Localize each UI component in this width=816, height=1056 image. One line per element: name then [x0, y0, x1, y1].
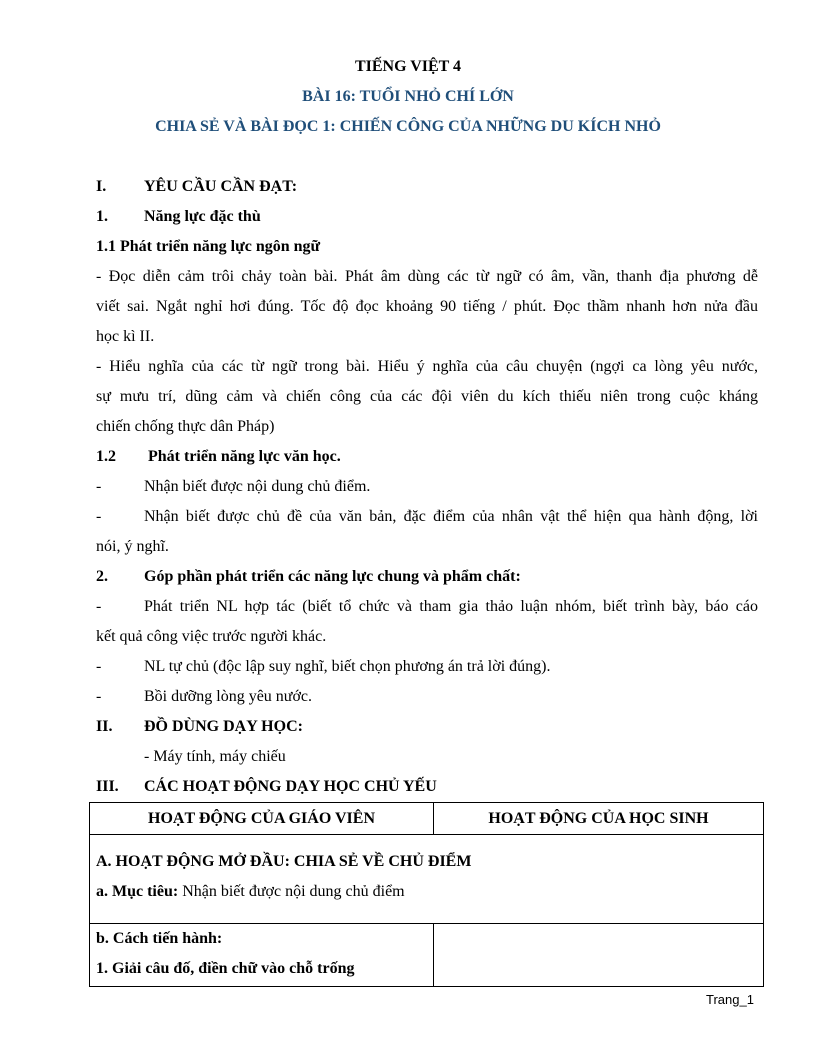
bullet-dash: - [96, 508, 102, 525]
bullet-dash: - [96, 478, 102, 495]
paragraph2-line: - Hiểu nghĩa của các từ ngữ trong bài. Hiểu ý nghĩa của câu chuyện (ngợi ca lòng yêu nước, [96, 358, 758, 375]
goal-label: a. Mục tiêu: [96, 883, 179, 900]
lesson-title: BÀI 16: TUỔI NHỎ CHÍ LỚN [302, 88, 514, 105]
bullet-dash: - [96, 598, 102, 615]
bullet-text: Nhận biết được chủ đề của văn bản, đặc điểm của nhân vật thể hiện qua hành động, lời [144, 508, 758, 525]
opening-activity-cell [90, 835, 764, 924]
sub1-title: Năng lực đặc thù [144, 208, 261, 225]
activity-a-heading: A. HOẠT ĐỘNG MỞ ĐẦU: CHIA SẺ VỀ CHỦ ĐIỂM [96, 853, 472, 870]
bullet-text: NL tự chủ (độc lập suy nghĩ, biết chọn phương án trả lời đúng). [144, 658, 551, 675]
header-teacher-activities: HOẠT ĐỘNG CỦA GIÁO VIÊN [90, 803, 434, 835]
section3-title: CÁC HOẠT ĐỘNG DẠY HỌC CHỦ YẾU [144, 778, 437, 795]
equipment-item: - Máy tính, máy chiếu [144, 748, 286, 765]
header-student-activities: HOẠT ĐỘNG CỦA HỌC SINH [434, 803, 764, 835]
sub11-title: 1.1 Phát triển năng lực ngôn ngữ [96, 238, 321, 255]
section3-number: III. [96, 778, 119, 795]
method-heading: b. Cách tiến hành: [96, 930, 223, 947]
paragraph1-line: viết sai. Ngắt nghỉ hơi đúng. Tốc độ đọc khoảng 90 tiếng / phút. Đọc thầm nhanh hơn nửa đầu [96, 298, 758, 315]
paragraph2-line: chiến chống thực dân Pháp) [96, 418, 275, 435]
teacher-method-cell [90, 924, 434, 987]
activities-table [89, 802, 764, 987]
paragraph2-line: sự mưu trí, dũng cảm và chiến công của các đội viên du kích thiếu niên trong cuộc kháng [96, 388, 758, 405]
goal-text: Nhận biết được nội dung chủ điểm [178, 883, 405, 900]
bullet-text: Phát triển NL hợp tác (biết tổ chức và tham gia thảo luận nhóm, biết trình bày, báo cáo [144, 598, 758, 615]
section1-title: YÊU CẦU CẦN ĐẠT: [144, 178, 298, 195]
paragraph1-line: học kì II. [96, 328, 155, 345]
paragraph1-line: - Đọc diễn cảm trôi chảy toàn bài. Phát âm dùng các từ ngữ có âm, vần, thanh địa phương dễ [96, 268, 758, 285]
sub12-title: Phát triển năng lực văn học. [148, 448, 341, 465]
bullet-text: Bồi dưỡng lòng yêu nước. [144, 688, 313, 705]
bullet-dash: - [96, 688, 102, 705]
sub2-number: 2. [96, 568, 108, 585]
page-number: Trang_1 [706, 992, 754, 1007]
reading-title: CHIA SẺ VÀ BÀI ĐỌC 1: CHIẾN CÔNG CỦA NHỮNG DU KÍCH NHỎ [155, 118, 661, 135]
section2-number: II. [96, 718, 113, 735]
sub12-number: 1.2 [96, 448, 116, 465]
bullet-dash: - [96, 658, 102, 675]
step1-heading: 1. Giải câu đố, điền chữ vào chỗ trống [96, 960, 355, 977]
table-row [90, 835, 764, 924]
goal-line [96, 877, 757, 907]
section1-number: I. [96, 178, 107, 195]
student-method-cell [434, 924, 764, 987]
subject-title: TIẾNG VIỆT 4 [354, 58, 462, 75]
bullet-text-cont: kết quả công việc trước người khác. [96, 628, 327, 645]
bullet-text-cont: nói, ý nghĩ. [96, 538, 169, 555]
table-row [90, 924, 764, 987]
bullet-text: Nhận biết được nội dung chủ điểm. [144, 478, 371, 495]
table-header-row [90, 803, 764, 835]
sub1-number: 1. [96, 208, 108, 225]
sub2-title: Góp phần phát triển các năng lực chung và phẩm chất: [144, 568, 521, 585]
section2-title: ĐỒ DÙNG DẠY HỌC: [144, 718, 303, 735]
